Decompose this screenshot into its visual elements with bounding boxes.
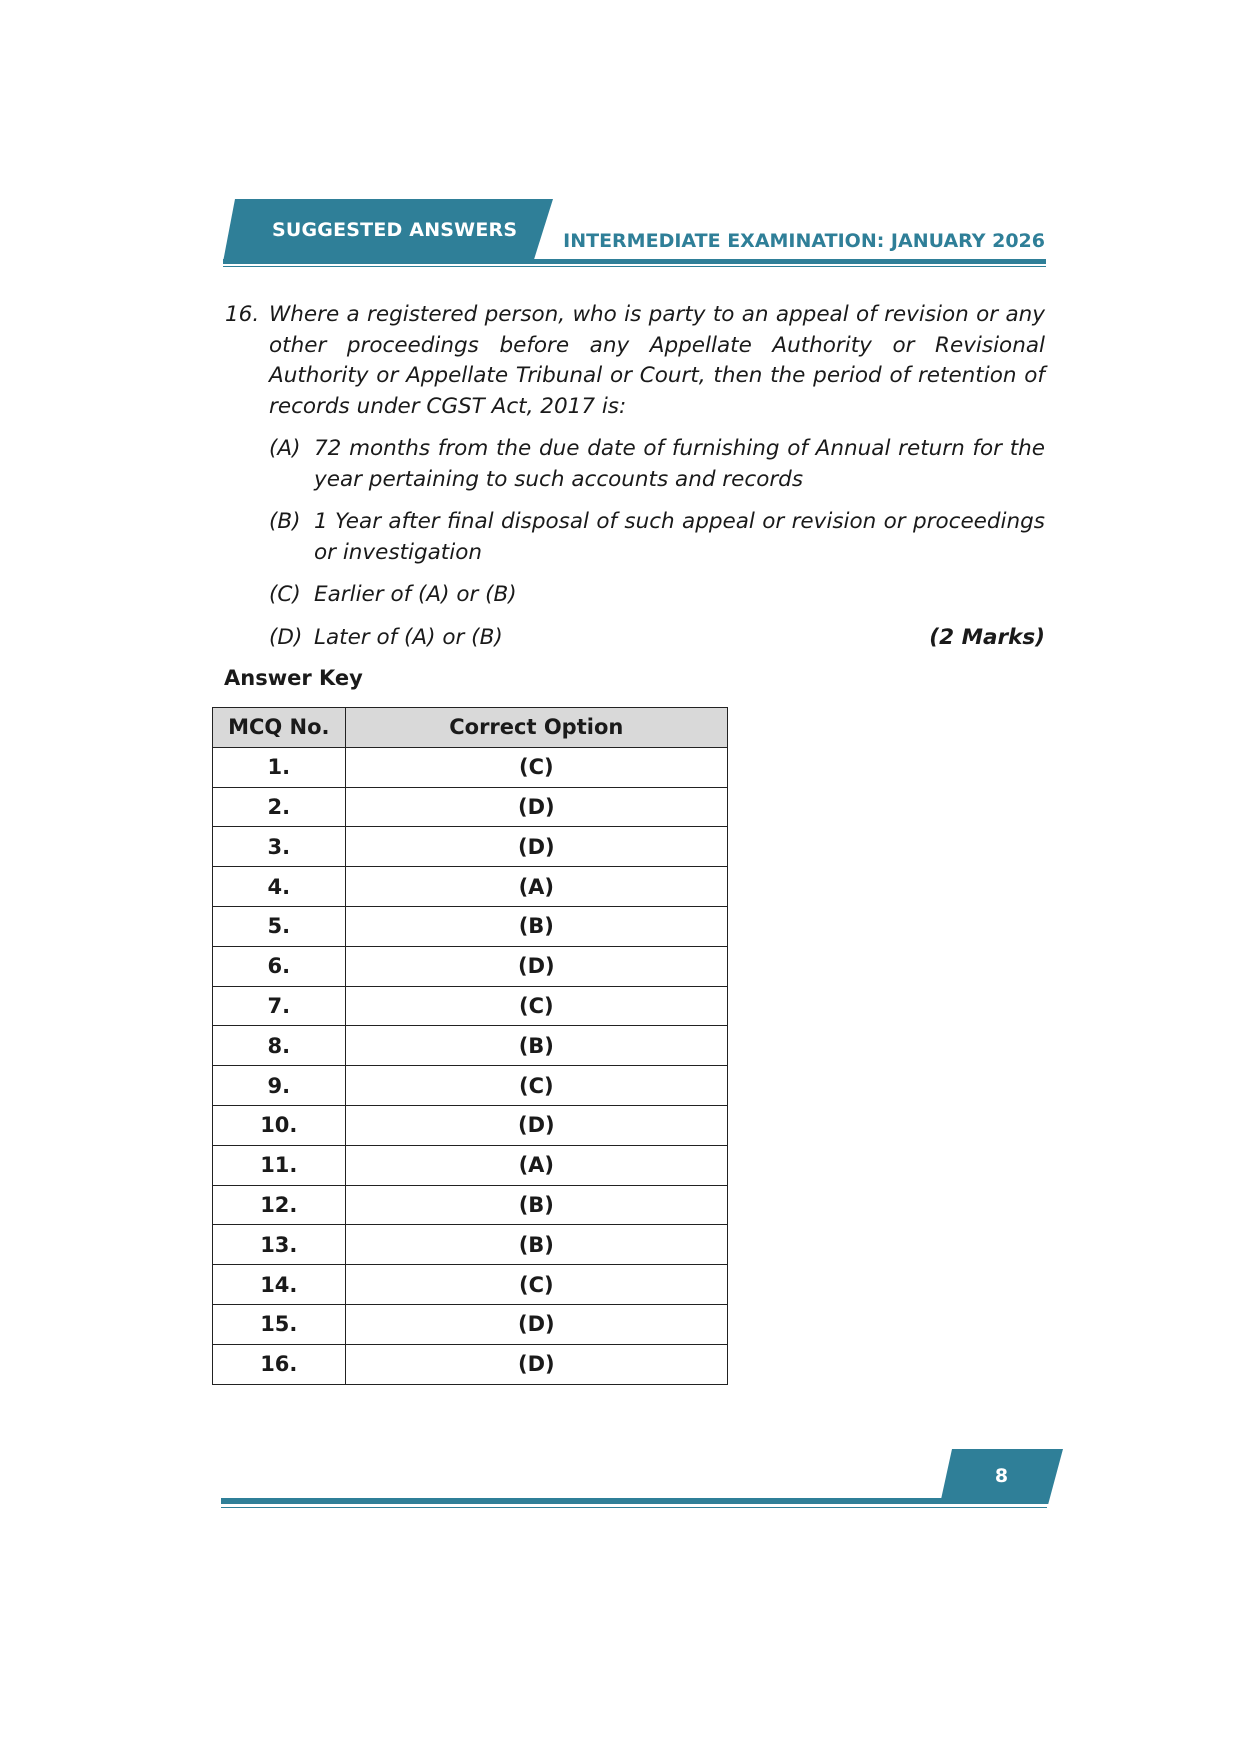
correct-option-cell: (B) — [345, 906, 727, 946]
column-header-correct-option: Correct Option — [345, 708, 727, 748]
correct-option-cell: (A) — [345, 867, 727, 907]
mcq-number-cell: 16. — [213, 1344, 346, 1384]
option-label: (D) — [269, 624, 303, 650]
correct-option-cell: (D) — [345, 1105, 727, 1145]
options-list — [269, 434, 1045, 653]
correct-option-cell: (C) — [345, 986, 727, 1026]
question-block — [225, 300, 1045, 665]
table-row — [213, 1145, 728, 1185]
mcq-number-cell: 2. — [213, 787, 346, 827]
option-label: (C) — [269, 582, 301, 607]
option-b — [269, 507, 1045, 568]
correct-option-cell: (D) — [345, 787, 727, 827]
answer-key-table — [212, 707, 728, 1385]
mcq-number-cell: 6. — [213, 946, 346, 986]
option-d-text: Later of (A) or (B) — [314, 624, 503, 650]
table-row — [213, 1185, 728, 1225]
table-row — [213, 906, 728, 946]
option-c — [269, 580, 1045, 611]
question-number: 16. — [225, 302, 260, 327]
table-row — [213, 1225, 728, 1265]
page-number: 8 — [994, 1465, 1009, 1487]
correct-option-cell: (D) — [345, 946, 727, 986]
option-label: (A) — [269, 436, 301, 461]
table-row — [213, 1265, 728, 1305]
table-row — [213, 1344, 728, 1384]
table-row — [213, 1026, 728, 1066]
table-row — [213, 787, 728, 827]
option-label: (B) — [269, 509, 301, 534]
mcq-number-cell: 10. — [213, 1105, 346, 1145]
mcq-number-cell: 9. — [213, 1066, 346, 1106]
table-row — [213, 986, 728, 1026]
mcq-number-cell: 14. — [213, 1265, 346, 1305]
option-text — [314, 623, 1045, 654]
column-header-mcq-no: MCQ No. — [213, 708, 346, 748]
option-text: 72 months from the due date of furnishing of Annual return for the year pertaining to such accounts and records — [314, 436, 1045, 492]
mcq-number-cell: 8. — [213, 1026, 346, 1066]
correct-option-cell: (B) — [345, 1185, 727, 1225]
table-row — [213, 867, 728, 907]
mcq-number-cell: 3. — [213, 827, 346, 867]
mcq-number-cell: 7. — [213, 986, 346, 1026]
table-row — [213, 946, 728, 986]
correct-option-cell: (A) — [345, 1145, 727, 1185]
mcq-number-cell: 13. — [213, 1225, 346, 1265]
option-a — [269, 434, 1045, 495]
table-header-row — [213, 708, 728, 748]
header-rule — [223, 259, 1046, 264]
exam-title: INTERMEDIATE EXAMINATION: JANUARY 2026 — [563, 230, 1045, 252]
correct-option-cell: (C) — [345, 1265, 727, 1305]
option-text: 1 Year after final disposal of such appeal or revision or proceedings or investigation — [314, 509, 1045, 565]
question-row — [225, 300, 1045, 422]
table-row — [213, 1304, 728, 1344]
correct-option-cell: (C) — [345, 1066, 727, 1106]
table-row — [213, 1105, 728, 1145]
header-tab-label: SUGGESTED ANSWERS — [272, 219, 518, 241]
question-text: Where a registered person, who is party to an appeal of revision or any other proceedings before any Appellate Authority or Revisional Authority or Appellate Tribunal or Court, then the period of retention of records under CGST Act, 2017 is: — [269, 302, 1045, 419]
correct-option-cell: (B) — [345, 1225, 727, 1265]
correct-option-cell: (C) — [345, 747, 727, 787]
mcq-number-cell: 4. — [213, 867, 346, 907]
table-row — [213, 747, 728, 787]
header-rule-thin — [223, 266, 1046, 267]
answer-key-title: Answer Key — [224, 666, 363, 690]
correct-option-cell: (D) — [345, 1304, 727, 1344]
mcq-number-cell: 1. — [213, 747, 346, 787]
option-text: Earlier of (A) or (B) — [314, 582, 517, 607]
option-d — [269, 623, 1045, 654]
footer-rule-thin — [221, 1507, 1047, 1508]
mcq-number-cell: 15. — [213, 1304, 346, 1344]
correct-option-cell: (D) — [345, 827, 727, 867]
mcq-number-cell: 12. — [213, 1185, 346, 1225]
correct-option-cell: (D) — [345, 1344, 727, 1384]
table-row — [213, 827, 728, 867]
mcq-number-cell: 11. — [213, 1145, 346, 1185]
footer-rule — [221, 1498, 1047, 1504]
marks-label: (2 Marks) — [929, 624, 1045, 650]
correct-option-cell: (B) — [345, 1026, 727, 1066]
mcq-number-cell: 5. — [213, 906, 346, 946]
table-row — [213, 1066, 728, 1106]
